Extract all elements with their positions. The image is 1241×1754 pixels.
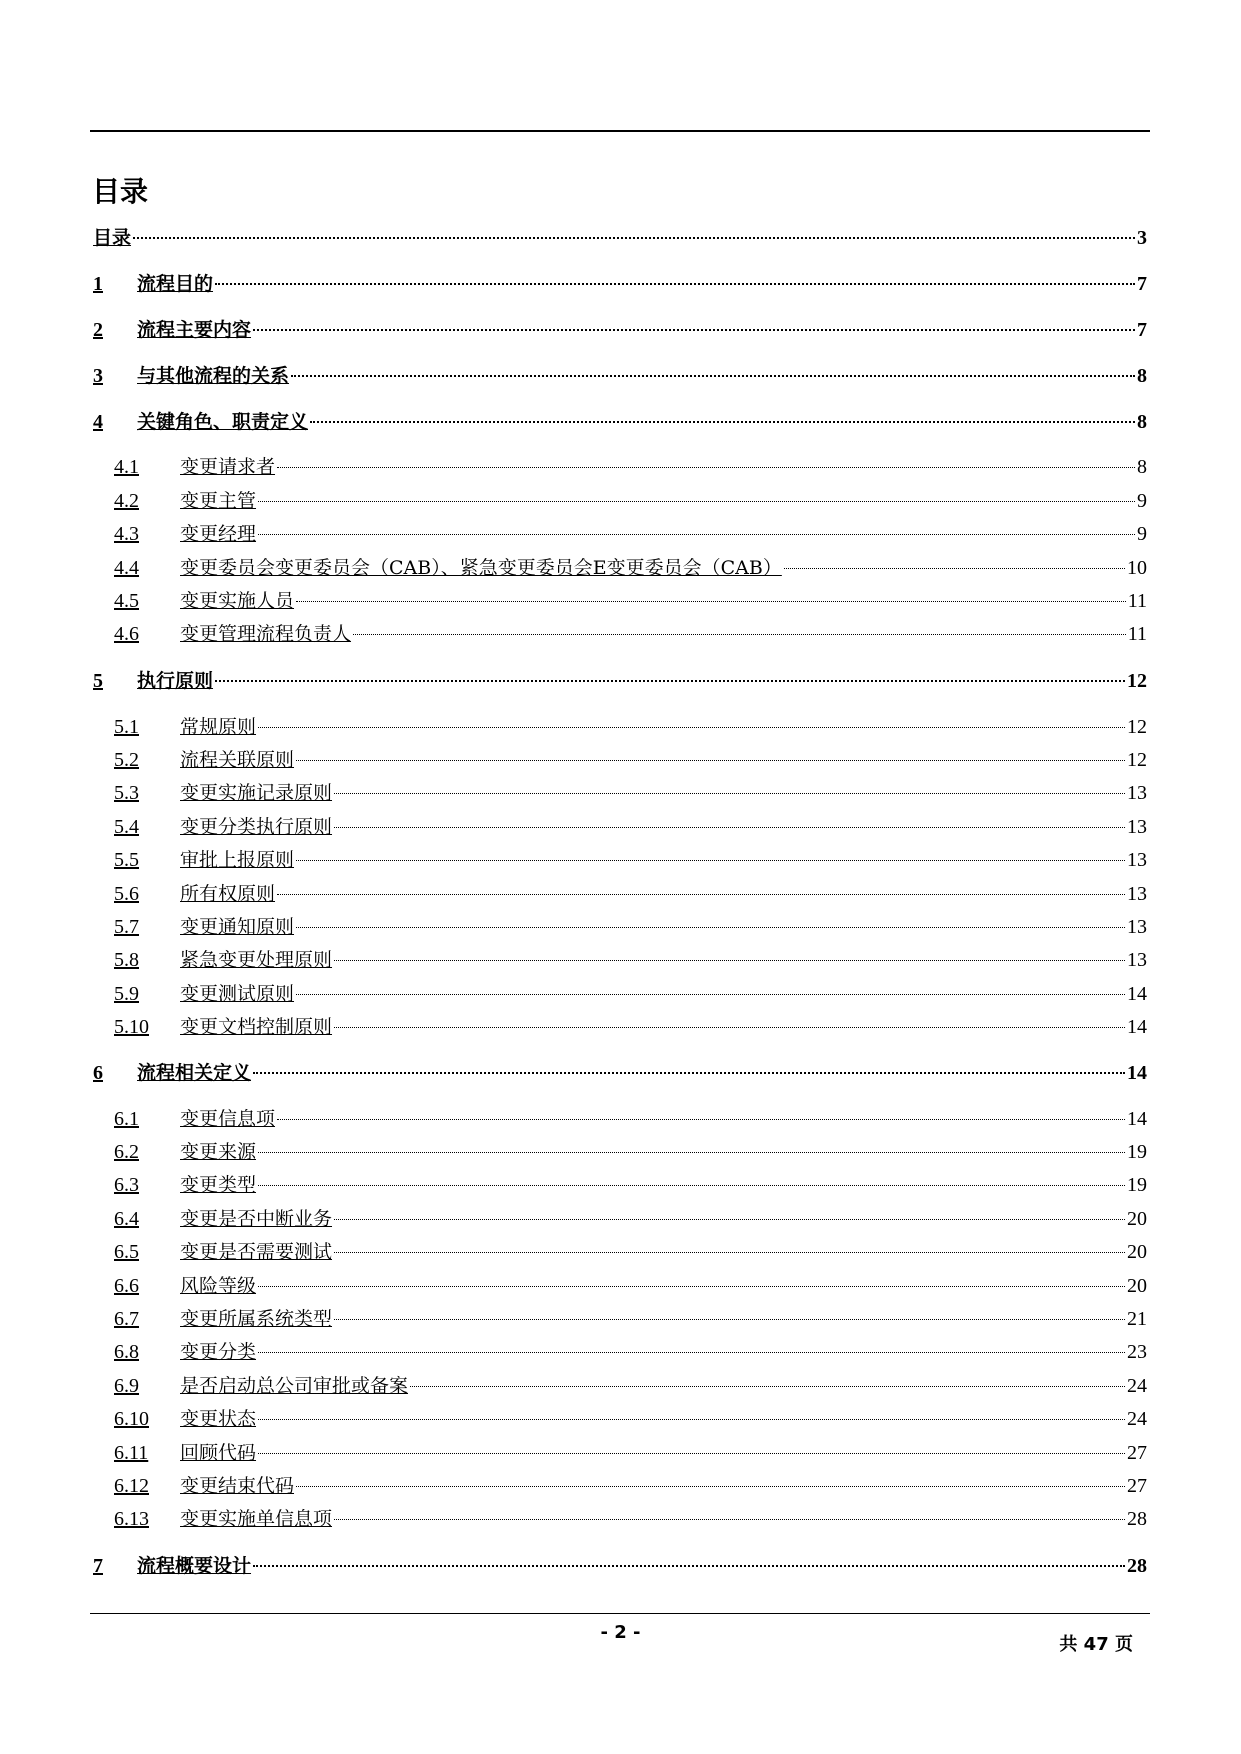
toc-entry-title: 变更结束代码 [180,1475,295,1497]
toc-entry-number: 4.1 [114,456,139,478]
toc-dot-leader [253,1565,1125,1567]
toc-dot-leader [258,534,1135,535]
toc-entry-number: 5.5 [114,849,139,871]
toc-entry[interactable] [114,1137,1147,1164]
toc-entry[interactable] [114,1237,1147,1264]
toc-dot-leader [334,1027,1125,1028]
toc-dot-leader [334,1319,1125,1320]
toc-entry-page: 11 [1127,623,1147,645]
toc-entry-number: 7 [93,1555,103,1577]
toc-entry-page: 7 [1137,319,1147,341]
toc-entry[interactable] [114,1012,1147,1039]
toc-dot-leader [277,1119,1125,1120]
toc-dot-leader [258,501,1135,502]
toc-dot-leader [258,1152,1125,1153]
toc-entry-page: 19 [1127,1174,1147,1196]
toc-entry-page: 11 [1127,590,1147,612]
toc-entry[interactable] [114,979,1147,1006]
toc-dot-leader [277,467,1135,468]
toc-entry[interactable] [93,407,1147,434]
toc-dot-leader [258,727,1125,728]
toc-dot-leader [277,894,1125,895]
toc-entry-page: 14 [1127,1108,1147,1130]
toc-entry-page: 14 [1127,983,1147,1005]
toc-dot-leader [334,827,1125,828]
page-number: - 2 - [600,1622,641,1643]
toc-dot-leader [258,1286,1125,1287]
toc-entry[interactable] [93,223,1147,250]
toc-entry-title: 变更请求者 [180,456,276,478]
toc-dot-leader [353,634,1126,635]
toc-entry-page: 9 [1137,490,1147,512]
toc-entry-number: 6.11 [114,1442,149,1464]
toc-entry-page: 7 [1137,273,1147,295]
toc-dot-leader [296,1486,1125,1487]
toc-entry-title: 变更分类执行原则 [180,816,333,838]
toc-entry-title: 流程概要设计 [137,1555,252,1577]
total-pages: 共 47 页 [1059,1634,1133,1655]
toc-entry[interactable] [114,519,1147,546]
toc-entry-page: 24 [1127,1375,1147,1397]
toc-entry-title: 变更所属系统类型 [180,1308,333,1330]
toc-entry[interactable] [93,666,1147,693]
toc-entry[interactable] [114,1504,1147,1531]
toc-entry-title: 变更状态 [180,1408,257,1430]
toc-entry-title: 变更分类 [180,1341,257,1363]
toc-entry-title: 常规原则 [180,716,257,738]
toc-entry-page: 19 [1127,1141,1147,1163]
toc-entry-title: 回顾代码 [180,1442,257,1464]
toc-dot-leader [334,1252,1125,1253]
toc-entry-page: 13 [1127,849,1147,871]
toc-entry[interactable] [114,619,1147,646]
toc-entry[interactable] [114,1104,1147,1131]
toc-entry-number: 6.5 [114,1241,139,1263]
toc-entry-page: 20 [1127,1241,1147,1263]
toc-entry[interactable] [93,269,1147,296]
toc-entry[interactable] [114,1404,1147,1431]
toc-entry-number: 1 [93,273,103,295]
toc-entry-number: 5.10 [114,1016,149,1038]
toc-entry-title: 变更信息项 [180,1108,276,1130]
toc-entry-title: 变更管理流程负责人 [180,623,352,645]
toc-entry-number: 5.9 [114,983,139,1005]
toc-heading: 目录 [92,175,149,208]
toc-dot-leader [296,994,1125,995]
toc-dot-leader [334,1519,1125,1520]
toc-dot-leader [253,329,1135,331]
toc-entry-number: 5.6 [114,883,139,905]
toc-entry-title: 变更经理 [180,523,257,545]
toc-entry[interactable] [114,1204,1147,1231]
toc-entry-number: 6.13 [114,1508,149,1530]
toc-entry-page: 20 [1127,1275,1147,1297]
toc-dot-leader [334,793,1125,794]
toc-entry-title: 流程主要内容 [137,319,252,341]
toc-entry-page: 12 [1127,670,1147,692]
toc-entry[interactable] [114,553,1147,580]
toc-entry[interactable] [93,315,1147,342]
toc-dot-leader [258,1419,1125,1420]
footer-rule [90,1613,1150,1614]
toc-entry-number: 6.3 [114,1174,139,1196]
toc-entry-number: 5.3 [114,782,139,804]
toc-entry-number: 6.4 [114,1208,139,1230]
toc-dot-leader [410,1386,1125,1387]
toc-entry-number: 4.3 [114,523,139,545]
toc-entry-number: 6.10 [114,1408,149,1430]
toc-entry-page: 21 [1127,1308,1147,1330]
toc-entry-title: 变更测试原则 [180,983,295,1005]
toc-entry[interactable] [114,1337,1147,1364]
toc-dot-leader [258,1352,1125,1353]
toc-entry-title: 变更实施人员 [180,590,295,612]
toc-dot-leader [296,860,1125,861]
toc-entry-title: 流程关联原则 [180,749,295,771]
toc-entry-page: 8 [1137,456,1147,478]
toc-entry-page: 10 [1127,557,1147,579]
toc-entry-number: 4 [93,411,103,433]
toc-entry-page: 13 [1127,916,1147,938]
toc-entry-page: 8 [1137,411,1147,433]
toc-entry-page: 13 [1127,782,1147,804]
toc-entry-number: 4.5 [114,590,139,612]
toc-entry-page: 28 [1127,1555,1147,1577]
toc-entry-title: 流程目的 [137,273,214,295]
toc-dot-leader [310,421,1135,423]
toc-dot-leader [296,601,1126,602]
toc-entry[interactable] [93,361,1147,388]
toc-entry-title: 是否启动总公司审批或备案 [180,1375,409,1397]
toc-entry-page: 27 [1127,1475,1147,1497]
toc-entry-number: 4.2 [114,490,139,512]
toc-entry-title: 目录 [93,227,132,249]
toc-entry-page: 13 [1127,816,1147,838]
toc-entry[interactable] [114,879,1147,906]
toc-entry-page: 8 [1137,365,1147,387]
toc-dot-leader [253,1072,1125,1074]
toc-entry-title: 变更来源 [180,1141,257,1163]
toc-dot-leader [215,680,1125,682]
toc-dot-leader [258,1185,1125,1186]
toc-entry[interactable] [114,812,1147,839]
toc-dot-leader [296,760,1125,761]
toc-entry-number: 2 [93,319,103,341]
toc-entry-number: 5.7 [114,916,139,938]
toc-entry-number: 4.4 [114,557,139,579]
toc-entry-page: 12 [1127,716,1147,738]
toc-entry-number: 6.8 [114,1341,139,1363]
toc-entry-title: 紧急变更处理原则 [180,949,333,971]
toc-entry-number: 6.1 [114,1108,139,1130]
toc-entry-title: 变更是否中断业务 [180,1208,333,1230]
toc-entry-number: 3 [93,365,103,387]
toc-entry-title: 变更主管 [180,490,257,512]
toc-entry[interactable] [114,1371,1147,1398]
toc-entry-title: 风险等级 [180,1275,257,1297]
toc-dot-leader [296,927,1125,928]
toc-entry-title: 变更实施单信息项 [180,1508,333,1530]
toc-entry-page: 27 [1127,1442,1147,1464]
toc-dot-leader [334,1219,1125,1220]
toc-entry-page: 9 [1137,523,1147,545]
toc-entry-title: 关键角色、职责定义 [137,411,309,433]
toc-entry[interactable] [114,845,1147,872]
toc-entry-title: 变更文档控制原则 [180,1016,333,1038]
toc-entry[interactable] [114,1170,1147,1197]
toc-entry[interactable] [114,912,1147,939]
toc-entry-number: 5.2 [114,749,139,771]
toc-entry-number: 6.12 [114,1475,149,1497]
toc-entry-number: 6.2 [114,1141,139,1163]
toc-dot-leader [215,283,1135,285]
toc-entry[interactable] [114,1471,1147,1498]
toc-entry-title: 流程相关定义 [137,1062,252,1084]
toc-entry[interactable] [114,745,1147,772]
toc-dot-leader [784,568,1125,569]
toc-entry[interactable] [114,1271,1147,1298]
toc-entry-title: 所有权原则 [180,883,276,905]
toc-dot-leader [133,237,1135,239]
toc-entry-page: 13 [1127,883,1147,905]
toc-entry-number: 6.9 [114,1375,139,1397]
toc-entry[interactable] [114,778,1147,805]
toc-entry-title: 变更委员会变更委员会（CAB）、紧急变更委员会E变更委员会（CAB） [180,557,782,579]
toc-entry-page: 13 [1127,949,1147,971]
toc-entry-number: 6.7 [114,1308,139,1330]
toc-entry-page: 24 [1127,1408,1147,1430]
toc-entry[interactable] [93,1551,1147,1578]
toc-entry-number: 6 [93,1062,103,1084]
toc-entry-page: 12 [1127,749,1147,771]
toc-entry-number: 5.4 [114,816,139,838]
toc-entry[interactable] [114,945,1147,972]
toc-entry-number: 5.8 [114,949,139,971]
toc-entry[interactable] [114,486,1147,513]
toc-entry-title: 变更实施记录原则 [180,782,333,804]
toc-entry-title: 变更通知原则 [180,916,295,938]
toc-entry-title: 变更类型 [180,1174,257,1196]
toc-entry[interactable] [114,1304,1147,1331]
toc-entry-page: 3 [1137,227,1147,249]
toc-entry[interactable] [114,586,1147,613]
toc-entry-title: 变更是否需要测试 [180,1241,333,1263]
toc-entry[interactable] [114,452,1147,479]
toc-dot-leader [291,375,1135,377]
toc-entry-number: 5 [93,670,103,692]
toc-entry-page: 14 [1127,1062,1147,1084]
toc-entry-title: 与其他流程的关系 [137,365,290,387]
toc-entry-title: 执行原则 [137,670,214,692]
toc-entry[interactable] [114,712,1147,739]
toc-entry-number: 6.6 [114,1275,139,1297]
toc-entry-page: 14 [1127,1016,1147,1038]
toc-entry-number: 4.6 [114,623,139,645]
toc-entry-page: 28 [1127,1508,1147,1530]
toc-dot-leader [334,960,1125,961]
toc-entry-number: 5.1 [114,716,139,738]
toc-entry-page: 20 [1127,1208,1147,1230]
toc-entry-title: 审批上报原则 [180,849,295,871]
toc-entry[interactable] [93,1058,1147,1085]
toc-entry-page: 23 [1127,1341,1147,1363]
toc-dot-leader [258,1453,1125,1454]
toc-entry[interactable] [114,1438,1147,1465]
